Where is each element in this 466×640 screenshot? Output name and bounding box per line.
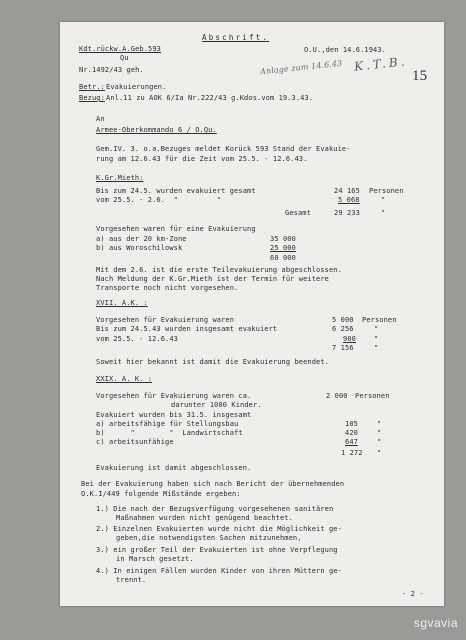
xxix-value-1: 2 000 — [326, 392, 348, 400]
folio-number: 15 — [412, 68, 428, 84]
section-heading-mieth: K.Gr.Mieth: — [96, 174, 144, 182]
mieth-value-1: 24 165 — [334, 187, 360, 195]
mieth-total-label: Gesamt — [285, 209, 311, 217]
list-item-1b: Maßnahmen wurden nicht genügend beachtet. — [116, 514, 293, 522]
mieth-planned-sum: 60 000 — [270, 254, 296, 262]
xxix-ditto-a: " — [377, 420, 382, 428]
intro-line-1: Gem.IV. 3. o.a.Bezuges meldet Korück 593 Stand der Evakuie- — [96, 145, 351, 153]
mieth-note-3: Transporte noch nicht vorgesehen. — [96, 284, 239, 292]
xxix-ditto-b: " — [377, 429, 382, 437]
place-date: O.U.,den 14.6.1943. — [304, 46, 386, 54]
subject-label: Betr.: — [79, 83, 105, 91]
mieth-note-2: Nach Meldung der K.Gr.Mieth ist der Termin für weitere — [96, 275, 329, 283]
xvii-line-1: Vorgesehen für Evakuierung waren — [96, 316, 235, 324]
list-item-4b: trennt. — [116, 576, 147, 584]
sender-dept: Qu — [120, 54, 129, 62]
xvii-value-3: 900 — [343, 335, 356, 343]
recipient-an: An — [96, 115, 105, 123]
list-item-4a: 4.) In einigen Fällen wurden Kinder von ihren Müttern ge- — [96, 567, 342, 575]
xxix-line-1: Vorgesehen für Evakuierung waren ca. — [96, 392, 252, 400]
mieth-total-value: 29 233 — [334, 209, 360, 217]
xvii-line-3: vom 25.5. - 12.6.43 — [96, 335, 178, 343]
mieth-ditto-2: " — [381, 209, 386, 217]
mieth-planned-b: b) aus Woroschilowsk — [96, 244, 183, 252]
document-title: Abschrift. — [202, 33, 270, 42]
section-heading-xxix: XXIX. A. K. : — [96, 375, 153, 383]
xxix-ditto-c: " — [377, 438, 382, 446]
mieth-note-1: Mit dem 2.6. ist die erste Teilevakuierung abgeschlossen. — [96, 266, 342, 274]
xxix-note: Evakuierung ist damit abgeschlossen. — [96, 464, 252, 472]
list-item-1a: 1.) Die nach der Bezugsverfügung vorgesehenen sanitären — [96, 505, 334, 513]
xxix-item-c-value: 647 — [345, 438, 358, 446]
xvii-value-2: 6 256 — [332, 325, 354, 333]
list-item-2b: geben,die notwendigsten Sachen mitzunehmen, — [116, 534, 302, 542]
report-line-2: O.K.I/449 folgende Mißstände ergeben: — [81, 490, 241, 498]
reference-label: Bezug: — [79, 94, 105, 102]
list-item-2a: 2.) Einzelnen Evakuierten wurde nicht die Möglichkeit ge- — [96, 525, 342, 533]
xvii-note: Soweit hier bekannt ist damit die Evakuierung beendet. — [96, 358, 329, 366]
xxix-item-a: a) arbeitsfähige für Stellungsbau — [96, 420, 239, 428]
xvii-unit: Personen — [362, 316, 397, 324]
mieth-unit: Personen — [369, 187, 404, 195]
reference-text: Anl.11 zu AOK 6/Ia Nr.222/43 g.Kdos.vom 19.3.43. — [106, 94, 314, 102]
xvii-sum: 7 156 — [332, 344, 354, 352]
handwritten-initials: K.T.B. — [353, 54, 409, 74]
xxix-item-a-value: 105 — [345, 420, 358, 428]
document-number: Nr.1492/43 geh. — [79, 66, 144, 74]
xvii-value-1: 5 000 — [332, 316, 354, 324]
intro-line-2: rung am 12.6.43 für die Zeit vom 25.5. - 12.6.43. — [96, 155, 308, 163]
list-item-3b: in Marsch gesetzt. — [116, 555, 194, 563]
xvii-ditto-3: " — [374, 335, 379, 343]
xvii-ditto-2: " — [374, 325, 379, 333]
xvii-ditto-4: " — [374, 344, 379, 352]
mieth-line-2: vom 25.5. - 2.6. " " — [96, 196, 222, 204]
mieth-planned: Vorgesehen waren für eine Evakuierung — [96, 225, 256, 233]
sender-unit: Kdt.rückw.A.Geb.593 — [79, 45, 161, 53]
watermark-text: sgvavia — [413, 616, 458, 630]
subject-text: Evakuierungen. — [106, 83, 167, 91]
mieth-line-1: Bis zum 24.5. wurden evakuiert gesamt — [96, 187, 256, 195]
recipient-name: Armee-Oberkommando 6 / O.Qu. — [96, 126, 217, 134]
list-item-3a: 3.) ein großer Teil der Evakuierten ist ohne Verpflegung — [96, 546, 338, 554]
handwritten-note: Anlage zum 14.6.43 — [259, 58, 343, 77]
mieth-planned-b-value: 25 000 — [270, 244, 296, 252]
mieth-planned-a: a) aus der 20 km-Zone — [96, 235, 187, 243]
xxix-line-2: Evakuiert wurden bis 31.5. insgesamt — [96, 411, 252, 419]
xxix-sum: 1 272 — [341, 449, 363, 457]
xxix-item-b-value: 420 — [345, 429, 358, 437]
xxix-ditto-sum: " — [377, 449, 382, 457]
mieth-planned-a-value: 35 000 — [270, 235, 296, 243]
xxix-item-c: c) arbeitsunfähige — [96, 438, 174, 446]
xxix-line-1b: darunter 1000 Kinder. — [171, 401, 262, 409]
section-heading-xvii: XVII. A.K. : — [96, 299, 148, 307]
report-line-1: Bei der Evakuierung haben sich nach Bericht der übernehmenden — [81, 480, 345, 488]
mieth-value-2: 5 068 — [338, 196, 360, 204]
xvii-line-2: Bis zum 24.5.43 wurden insgesamt evakuiert — [96, 325, 278, 333]
xxix-unit: Personen — [355, 392, 390, 400]
mieth-ditto-1: " — [381, 196, 386, 204]
xxix-item-b: b) " " Landwirtschaft — [96, 429, 243, 437]
page-number: - 2 - — [402, 590, 424, 598]
